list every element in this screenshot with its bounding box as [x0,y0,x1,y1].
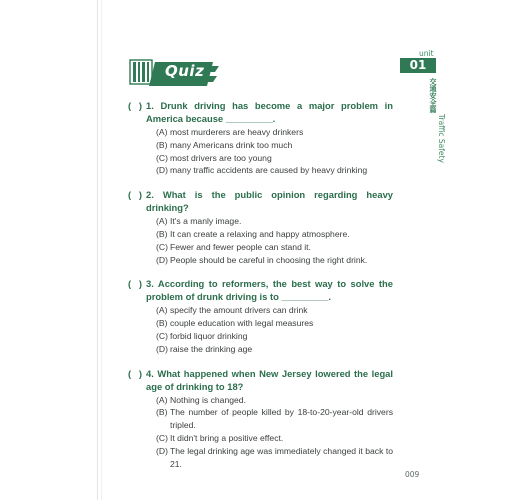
option-letter: (C) [156,152,168,163]
unit-side-labels [396,78,446,168]
option-c [156,152,393,165]
option-letter: (A) [156,305,168,316]
unit-label: unit [419,49,434,58]
option-text: most murderers are heavy drinkers [170,127,304,137]
option-letter: (B) [156,228,168,239]
option-text: raise the drinking age [170,343,253,354]
option-letter: (D) [156,343,168,354]
option-d [156,254,393,267]
answer-blank[interactable]: ( ) [128,189,143,201]
unit-chinese-title: 交通安全篇 [429,78,436,113]
option-letter: (C) [156,330,168,341]
option-text: many traffic accidents are caused by heavy drinking [170,165,368,176]
answer-blank[interactable]: ( ) [128,278,143,290]
question-4 [128,367,393,471]
answer-blank[interactable]: ( ) [128,100,143,111]
option-letter: (C) [156,432,168,443]
option-text: People should be careful in choosing the right drink. [170,254,368,265]
option-d [156,164,393,177]
option-d [156,445,393,471]
page-number: 009 [405,470,420,479]
answer-blank[interactable]: ( ) [128,367,143,379]
option-letter: (A) [156,127,168,137]
option-b [156,317,393,330]
question-stem [128,188,393,214]
question-number: 2. [146,189,154,201]
question-stem-text: Drunk driving has become a major problem in America because _________. [146,100,393,124]
question-stem [128,277,393,303]
option-letter: (C) [156,241,168,252]
question-3 [128,277,393,355]
option-letter: (D) [156,254,168,265]
option-text: It can create a relaxing and happy atmosphere. [170,228,350,239]
question-stem-text: What happened when New Jersey lowered the legal age of drinking to 18? [146,367,393,392]
option-letter: (B) [156,407,168,418]
option-list [156,304,393,355]
question-list [128,99,393,470]
option-a [156,126,393,139]
question-text [146,99,393,125]
option-letter: (A) [156,216,168,227]
option-letter: (A) [156,394,168,405]
option-letter: (B) [156,139,168,150]
option-c [156,241,393,254]
option-list [156,215,393,266]
option-list [156,394,393,471]
option-d [156,343,393,356]
option-text: Nothing is changed. [170,394,246,405]
question-text [146,188,393,214]
unit-number: 01 [400,58,436,73]
option-text: Fewer and fewer people can stand it. [170,241,311,252]
question-text [146,277,393,303]
option-letter: (D) [156,445,168,456]
question-2 [128,188,393,266]
option-a [156,394,393,407]
page-fold-line-inner [101,0,102,500]
unit-english-title: Traffic Safety [437,114,446,163]
option-a [156,215,393,228]
question-text [146,367,393,393]
quiz-title: Quiz [165,62,205,80]
option-b [156,228,393,241]
option-text: It didn't bring a positive effect. [170,432,284,443]
option-text: couple education with legal measures [170,318,314,329]
option-text: most drivers are too young [170,152,272,163]
option-c [156,330,393,343]
option-text: forbid liquor drinking [170,330,248,341]
option-text: many Americans drink too much [170,139,293,150]
question-stem-text: According to reformers, the best way to solve the problem of drunk driving is to _________. [146,278,393,303]
option-letter: (B) [156,318,168,329]
page-fold-line [97,0,98,500]
quiz-banner [129,58,219,88]
option-letter: (D) [156,165,168,176]
question-stem [128,99,393,125]
option-text: The number of people killed by 18-to-20-year-old drivers tripled. [170,407,393,431]
option-b [156,406,393,432]
question-number: 1. [146,100,154,111]
option-b [156,139,393,152]
option-text: The legal drinking age was immediately changed it back to 21. [170,445,393,469]
question-number: 4. [146,367,154,379]
option-a [156,304,393,317]
option-c [156,432,393,445]
option-text: specify the amount drivers can drink [170,305,308,316]
option-text: It's a manly image. [170,216,242,227]
question-number: 3. [146,278,154,290]
question-1 [128,99,393,177]
option-list [156,126,393,177]
question-stem [128,367,393,393]
question-stem-text: What is the public opinion regarding heavy drinking? [146,189,393,214]
